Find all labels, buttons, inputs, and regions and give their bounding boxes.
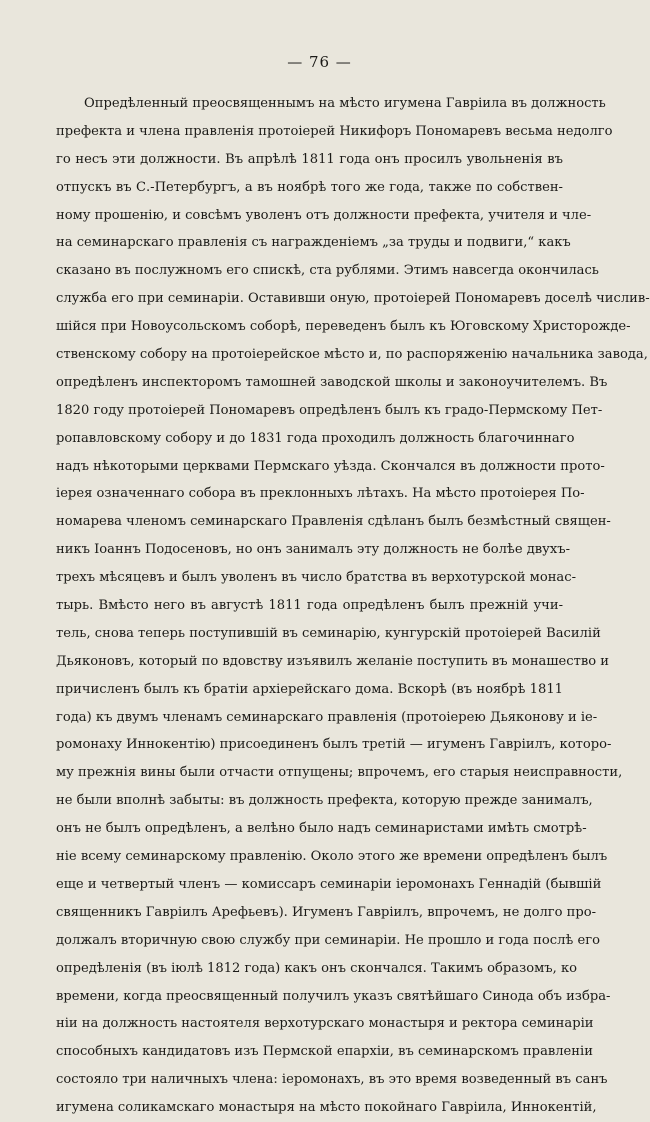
text-line: тырь. Вмѣсто него въ августѣ 1811 года опредѣленъ былъ прежній учи- xyxy=(56,598,563,614)
text-line: никъ Іоаннъ Подосеновъ, но онъ занималъ эту должность не болѣе двухъ- xyxy=(56,542,571,558)
text-line: ному прошенію, и совсѣмъ уволенъ отъ должности префекта, учителя и чле- xyxy=(56,207,592,223)
text-line: способныхъ кандидатовъ изъ Пермской епархіи, въ семинарскомъ правленіи xyxy=(56,1044,593,1060)
text-line: ромонаху Иннокентію) присоединенъ былъ третій — игуменъ Гавріилъ, которо- xyxy=(56,737,612,753)
text-line: надъ нѣкоторыми церквами Пермскаго уѣзда. Скончался въ должности прото- xyxy=(56,458,605,474)
text-line: трехъ мѣсяцевъ и былъ уволенъ въ число братства въ верхотурской монас- xyxy=(56,570,576,586)
text-line: на семинарскаго правленія съ награжденіемъ „за труды и подвиги,“ какъ xyxy=(56,235,571,251)
text-line: му прежнія вины были отчасти отпущены; впрочемъ, его старыя неисправности, xyxy=(56,765,623,781)
text-line: причисленъ былъ къ братіи архіерейскаго дома. Вскорѣ (въ ноябрѣ 1811 xyxy=(56,681,563,697)
text-line: года) къ двумъ членамъ семинарскаго правленія (протоіерею Дьяконову и іе- xyxy=(56,709,598,725)
text-line: опредѣленія (въ іюлѣ 1812 года) какъ онъ скончался. Такимъ образомъ, ко xyxy=(56,960,578,976)
text-line: ніи на должность настоятеля верхотурскаго монастыря и ректора семинаріи xyxy=(56,1016,594,1032)
text-line: префекта и члена правленія протоіерей Никифоръ Пономаревъ весьма недолго xyxy=(56,123,613,139)
text-line: іерея означеннаго собора въ преклонныхъ лѣтахъ. На мѣсто протоіерея По- xyxy=(56,486,585,502)
page-number: — 76 — xyxy=(287,53,352,71)
text-line: Дьяконовъ, который по вдовству изъявилъ желаніе поступить въ монашество и xyxy=(56,653,609,669)
text-line: служба его при семинаріи. Оставивши оную, протоіерей Пономаревъ доселѣ числив- xyxy=(56,291,650,307)
text-line: тель, снова теперь поступившій въ семинарію, кунгурскій протоіерей Василій xyxy=(56,625,601,641)
text-line: ніе всему семинарскому правленію. Около этого же времени опредѣленъ былъ xyxy=(56,849,608,865)
text-line: опредѣленъ инспекторомъ тамошней заводской школы и законоучителемъ. Въ xyxy=(56,374,608,390)
text-line: игумена соликамскаго монастыря на мѣсто покойнаго Гавріила, Иннокентій, xyxy=(56,1100,597,1116)
text-line: священникъ Гавріилъ Арефьевъ). Игуменъ Гавріилъ, впрочемъ, не долго про- xyxy=(56,904,597,920)
text-line: ропавловскому собору и до 1831 года проходилъ должность благочиннаго xyxy=(56,430,575,446)
text-line: го несъ эти должности. Въ апрѣлѣ 1811 года онъ просилъ увольненія въ xyxy=(56,151,563,167)
text-line: Опредѣленный преосвященнымъ на мѣсто игумена Гавріила въ должность xyxy=(84,96,606,111)
text-line: отпускъ въ С.-Петербургъ, а въ ноябрѣ того же года, также по собствен- xyxy=(56,179,563,195)
text-line: должалъ вторичную свою службу при семинаріи. Не прошло и года послѣ его xyxy=(56,932,600,948)
text-line: номарева членомъ семинарскаго Правленія сдѣланъ былъ безмѣстный священ- xyxy=(56,514,611,530)
text-line: времени, когда преосвященный получилъ указъ святѣйшаго Синода объ избра- xyxy=(56,988,611,1004)
text-line: сказано въ послужномъ его спискѣ, ста рублями. Этимъ навсегда окончилась xyxy=(56,263,599,279)
text-line: еще и четвертый членъ — комиссаръ семинаріи іеромонахъ Геннадій (бывшій xyxy=(56,876,602,892)
text-line: онъ не былъ опредѣленъ, а велѣно было надъ семинаристами имѣть смотрѣ- xyxy=(56,821,587,837)
text-line: не были вполнѣ забыты: въ должность префекта, которую прежде занималъ, xyxy=(56,793,593,809)
text-line: шійся при Новоусольскомъ соборѣ, переведенъ былъ къ Юговскому Христорожде- xyxy=(56,319,631,335)
text-line: состояло три наличныхъ члена: іеромонахъ, въ это время возведенный въ санъ xyxy=(56,1072,608,1088)
text-line: 1820 году протоіерей Пономаревъ опредѣленъ былъ къ градо-Пермскому Пет- xyxy=(56,402,603,418)
body-text xyxy=(56,90,650,1122)
text-line: ственскому собору на протоіерейское мѣсто и, по распоряженію начальника завода, xyxy=(56,347,648,363)
